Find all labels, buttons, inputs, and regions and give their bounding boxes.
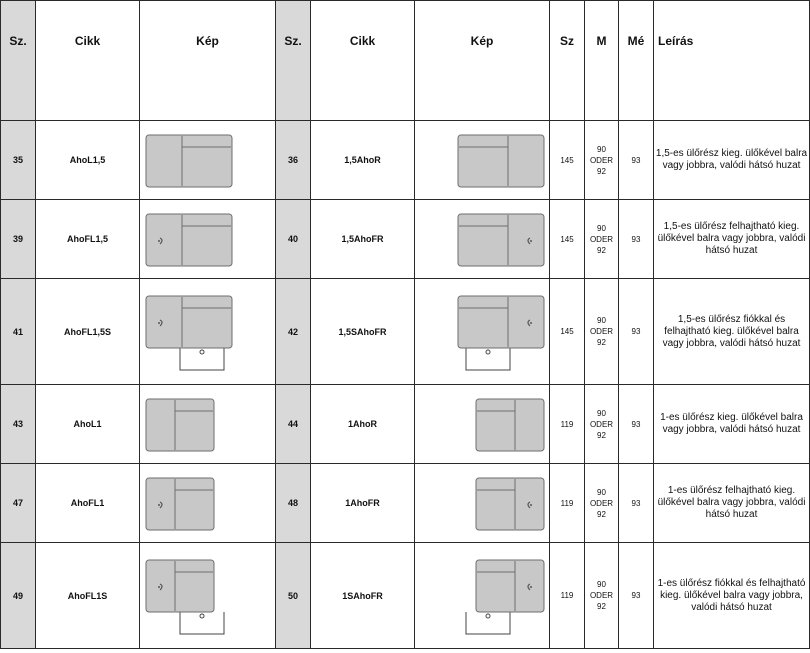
height-value-line: 90 xyxy=(597,223,606,233)
left-item-number: 43 xyxy=(1,385,36,464)
right-item-number: 44 xyxy=(276,385,311,464)
height-value xyxy=(585,279,619,385)
depth-value: 93 xyxy=(619,464,654,543)
left-item-code: AhoL1 xyxy=(36,385,140,464)
table-row xyxy=(1,200,810,279)
left-item-number: 35 xyxy=(1,121,36,200)
left-item-number: 49 xyxy=(1,543,36,649)
left-item-number: 39 xyxy=(1,200,36,279)
height-value-line: ODER xyxy=(589,591,614,600)
height-value-line: 92 xyxy=(597,602,606,611)
right-item-code: 1AhoR xyxy=(311,385,415,464)
header-row xyxy=(1,1,810,121)
depth-value: 93 xyxy=(619,279,654,385)
height-value-line: ODER xyxy=(589,419,614,429)
right-item-code: 1SAhoFR xyxy=(311,543,415,649)
depth-value: 93 xyxy=(619,200,654,279)
left-item-number: 47 xyxy=(1,464,36,543)
width-value: 119 xyxy=(550,464,585,543)
description-text: 1-es ülőrész felhajtható kieg. ülőkével balra vagy jobbra, valódi hátsó huzat xyxy=(654,464,810,543)
left-item-image xyxy=(140,543,276,649)
left-item-image xyxy=(140,385,276,464)
left-item-code: AhoFL1,5 xyxy=(36,200,140,279)
height-value xyxy=(585,121,619,200)
table-row xyxy=(1,464,810,543)
left-item-code: AhoFL1 xyxy=(36,464,140,543)
header-sz-right: Sz. xyxy=(276,1,311,121)
height-value-line: 90 xyxy=(597,316,606,325)
sofa-section-icon xyxy=(142,395,274,453)
left-item-code: AhoL1,5 xyxy=(36,121,140,200)
header-width: Sz xyxy=(550,1,585,121)
sofa-section-drawer-icon xyxy=(142,556,274,636)
description-text: 1,5-es ülőrész felhajtható kieg. ülőkével balra vagy jobbra, valódi hátsó huzat xyxy=(654,200,810,279)
left-item-image xyxy=(140,200,276,279)
right-item-image xyxy=(415,279,550,385)
height-value-line: 92 xyxy=(597,245,606,255)
height-value-line: ODER xyxy=(589,234,614,244)
height-value-line: 92 xyxy=(597,166,606,176)
left-item-number: 41 xyxy=(1,279,36,385)
header-description: Leírás xyxy=(654,1,810,121)
right-item-image xyxy=(415,121,550,200)
right-item-number: 50 xyxy=(276,543,311,649)
depth-value: 93 xyxy=(619,543,654,649)
description-text: 1-es ülőrész fiókkal és felhajtható kieg. ülőkével balra vagy jobbra, valódi hátsó huzat xyxy=(654,543,810,649)
header-cikk-left: Cikk xyxy=(36,1,140,121)
height-value-line: 90 xyxy=(597,580,606,589)
height-value-line: 92 xyxy=(597,509,606,519)
height-value xyxy=(585,543,619,649)
depth-value: 93 xyxy=(619,385,654,464)
left-item-code: AhoFL1,5S xyxy=(36,279,140,385)
right-item-code: 1AhoFR xyxy=(311,464,415,543)
header-depth: Mé xyxy=(619,1,654,121)
table-row xyxy=(1,543,810,649)
sofa-section-drawer-icon xyxy=(416,556,548,636)
sofa-section-icon xyxy=(416,131,548,189)
description-text: 1,5-es ülőrész kieg. ülőkével balra vagy jobbra, valódi hátsó huzat xyxy=(654,121,810,200)
header-kep-right: Kép xyxy=(415,1,550,121)
right-item-code: 1,5AhoR xyxy=(311,121,415,200)
height-value xyxy=(585,385,619,464)
height-value xyxy=(585,200,619,279)
description-text: 1,5-es ülőrész fiókkal és felhajtható kieg. ülőkével balra vagy jobbra, valódi hátsó huzat xyxy=(654,279,810,385)
height-value-line: ODER xyxy=(589,155,614,165)
height-value-line: ODER xyxy=(589,498,614,508)
height-value-line: 90 xyxy=(597,408,606,418)
table-row xyxy=(1,279,810,385)
height-value-line: 90 xyxy=(597,487,606,497)
sofa-section-recliner-icon xyxy=(416,210,548,268)
height-value-line: 90 xyxy=(597,144,606,154)
width-value: 145 xyxy=(550,121,585,200)
right-item-code: 1,5AhoFR xyxy=(311,200,415,279)
right-item-number: 48 xyxy=(276,464,311,543)
right-item-image xyxy=(415,464,550,543)
width-value: 145 xyxy=(550,200,585,279)
header-sz-left: Sz. xyxy=(1,1,36,121)
left-item-image xyxy=(140,121,276,200)
right-item-number: 36 xyxy=(276,121,311,200)
sofa-section-recliner-icon xyxy=(142,474,274,532)
left-item-image xyxy=(140,279,276,385)
left-item-image xyxy=(140,464,276,543)
right-item-number: 40 xyxy=(276,200,311,279)
sofa-section-drawer-icon xyxy=(142,292,274,372)
height-value-line: ODER xyxy=(589,327,614,336)
height-value xyxy=(585,464,619,543)
table-row xyxy=(1,121,810,200)
height-value-line: 92 xyxy=(597,338,606,347)
depth-value: 93 xyxy=(619,121,654,200)
height-value-line: 92 xyxy=(597,430,606,440)
left-item-code: AhoFL1S xyxy=(36,543,140,649)
right-item-image xyxy=(415,543,550,649)
width-value: 119 xyxy=(550,543,585,649)
sofa-section-drawer-icon xyxy=(416,292,548,372)
table-row xyxy=(1,385,810,464)
right-item-code: 1,5SAhoFR xyxy=(311,279,415,385)
right-item-image xyxy=(415,385,550,464)
width-value: 145 xyxy=(550,279,585,385)
header-cikk-right: Cikk xyxy=(311,1,415,121)
width-value: 119 xyxy=(550,385,585,464)
header-kep-left: Kép xyxy=(140,1,276,121)
sofa-section-icon xyxy=(142,131,274,189)
header-height: M xyxy=(585,1,619,121)
sofa-section-recliner-icon xyxy=(416,474,548,532)
sofa-section-icon xyxy=(416,395,548,453)
sofa-section-recliner-icon xyxy=(142,210,274,268)
right-item-number: 42 xyxy=(276,279,311,385)
description-text: 1-es ülőrész kieg. ülőkével balra vagy jobbra, valódi hátsó huzat xyxy=(654,385,810,464)
right-item-image xyxy=(415,200,550,279)
